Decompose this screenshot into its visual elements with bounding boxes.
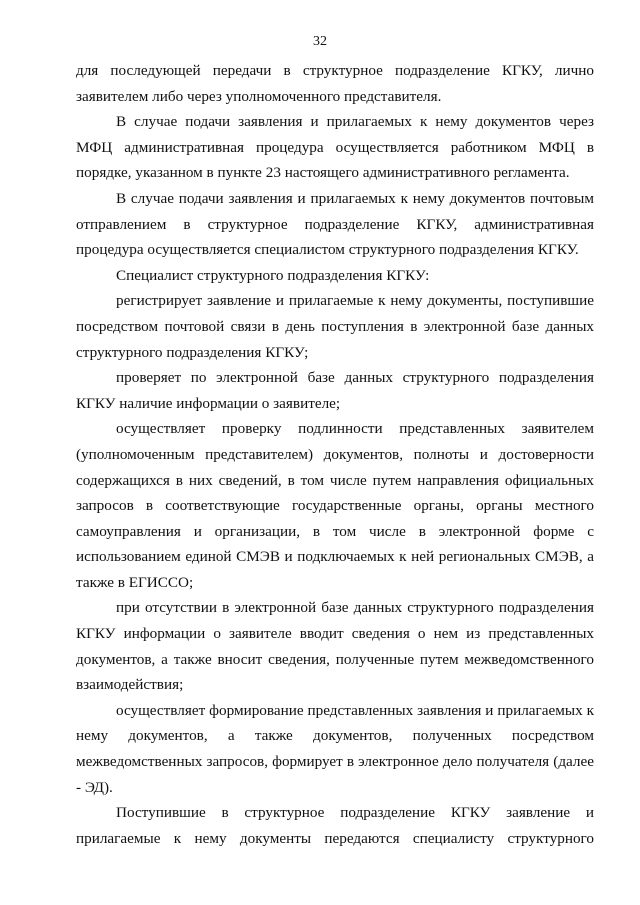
paragraph-verifies-documents: осуществляет проверку подлинности представленных заявителем (уполномоченным представителем) документов, полноты и достоверности содержащихся в них сведений, в том числе путем направления официальных запросов в соответствующие государственные органы, органы местного самоуправления и организации, в том числе в электронной форме с использованием единой СМЭВ и подключаемых к ней региональных СМЭВ, а также в ЕГИССО; [76, 420, 594, 591]
paragraph-enters-data: при отсутствии в электронной базе данных структурного подразделения КГКУ информации о заявителе вводит сведения о нем из представленных документов, а также вносит сведения, полученные путем межведомственного взаимодействия; [76, 599, 594, 694]
paragraph-checks-database: проверяет по электронной базе данных структурного подразделения КГКУ наличие информации о заявителе; [76, 369, 594, 412]
paragraph-transfer: Поступившие в структурное подразделение КГКУ заявление и прилагаемые к нему документы передаются специалисту структурного [76, 804, 594, 847]
paragraph-continuation: для последующей передачи в структурное подразделение КГКУ, лично заявителем либо через уполномоченного представителя. [76, 62, 594, 105]
paragraph-forms-case-file: осуществляет формирование представленных заявления и прилагаемых к нему документов, а также документов, полученных посредством межведомственных запросов, формирует в электронное дело получателя (далее - ЭД). [76, 701, 594, 796]
paragraph-postal-procedure: В случае подачи заявления и прилагаемых к нему документов почтовым отправлением в структурное подразделение КГКУ, административная процедура осуществляется специалистом структурного подразделения КГКУ. [76, 189, 594, 259]
document-body [76, 58, 594, 851]
paragraph-mfc-procedure: В случае подачи заявления и прилагаемых к нему документов через МФЦ административная процедура осуществляется работником МФЦ в порядке, указанном в пункте 23 настоящего административного регламента. [76, 113, 594, 182]
paragraph-registers: регистрирует заявление и прилагаемые к нему документы, поступившие посредством почтовой связи в день поступления в электронной базе данных структурного подразделения КГКУ; [76, 292, 594, 361]
page-number: 32 [313, 34, 327, 49]
paragraph-specialist-intro: Специалист структурного подразделения КГКУ: [116, 266, 430, 284]
